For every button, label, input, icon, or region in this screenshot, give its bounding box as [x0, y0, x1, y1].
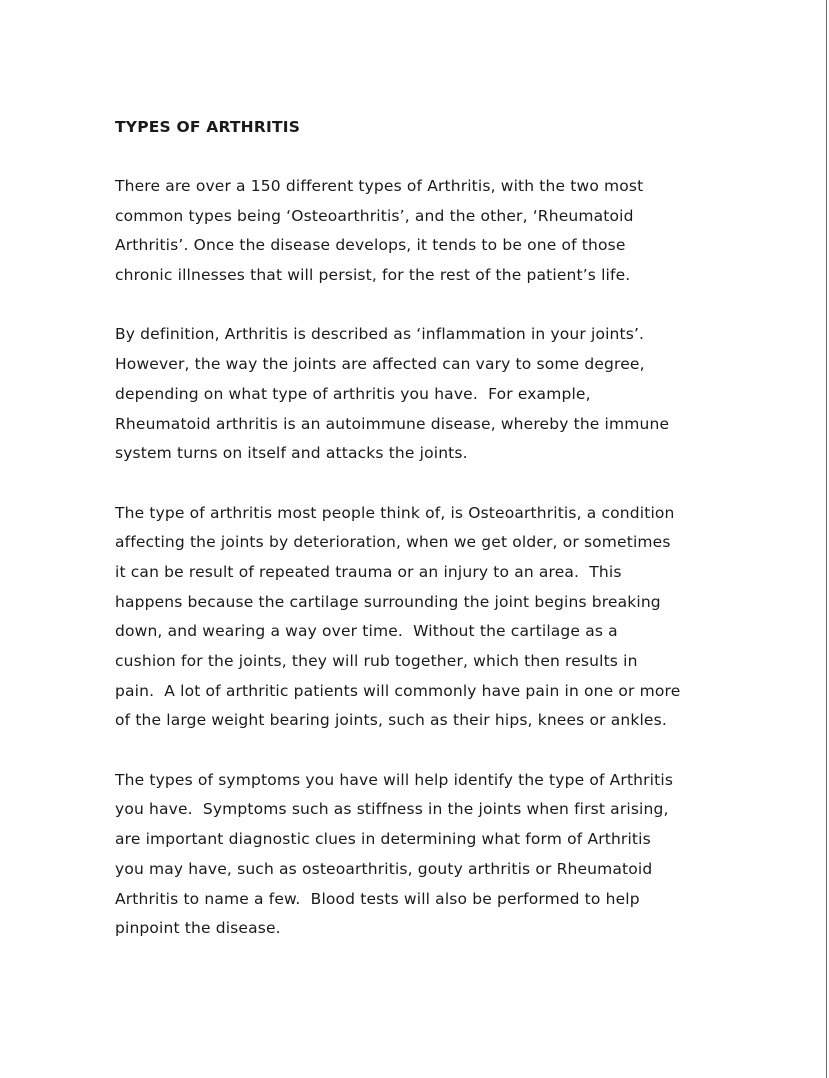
text-line: are important diagnostic clues in determining what form of Arthritis	[115, 830, 651, 849]
text-line: depending on what type of arthritis you have. For example,	[115, 384, 591, 403]
text-line: Rheumatoid arthritis is an autoimmune disease, whereby the immune	[115, 414, 670, 433]
text-line: common types being ‘Osteoarthritis’, and the other, ‘Rheumatoid	[115, 206, 634, 225]
text-line: There are over a 150 different types of Arthritis, with the two most	[115, 177, 644, 195]
text-line: you may have, such as osteoarthritis, gouty arthritis or Rheumatoid	[115, 859, 653, 878]
paragraph-4	[115, 766, 715, 944]
text-line: The type of arthritis most people think of, is Osteoarthritis, a condition	[115, 503, 675, 522]
text-line: However, the way the joints are affected can vary to some degree,	[115, 355, 645, 374]
text-line: The types of symptoms you have will help identify the type of Arthritis	[115, 770, 674, 789]
text-line: down, and wearing a way over time. Without the cartilage as a	[115, 622, 618, 641]
text-line: happens because the cartilage surrounding the joint begins breaking	[115, 592, 661, 611]
text-line: it can be result of repeated trauma or an injury to an area. This	[115, 562, 622, 581]
text-line: pinpoint the disease.	[115, 919, 281, 938]
text-line: of the large weight bearing joints, such as their hips, knees or ankles.	[115, 711, 667, 730]
text-line: cushion for the joints, they will rub together, which then results in	[115, 652, 638, 671]
paragraph-2	[115, 320, 715, 469]
text-line: affecting the joints by deterioration, when we get older, or sometimes	[115, 533, 671, 552]
paragraph-1	[115, 172, 715, 291]
text-line: pain. A lot of arthritic patients will commonly have pain in one or more	[115, 681, 681, 700]
text-line: Arthritis to name a few. Blood tests will also be performed to help	[115, 889, 640, 908]
document-body	[115, 112, 715, 974]
text-line: you have. Symptoms such as stiffness in the joints when first arising,	[115, 800, 669, 819]
text-line: Arthritis’. Once the disease develops, it tends to be one of those	[115, 236, 626, 255]
text-line: By definition, Arthritis is described as ‘inflammation in your joints’.	[115, 325, 645, 344]
paragraph-3	[115, 499, 715, 737]
text-line: chronic illnesses that will persist, for the rest of the patient’s life.	[115, 266, 631, 285]
document-heading: TYPES OF ARTHRITIS	[115, 118, 301, 136]
text-line: system turns on itself and attacks the joints.	[115, 444, 468, 463]
